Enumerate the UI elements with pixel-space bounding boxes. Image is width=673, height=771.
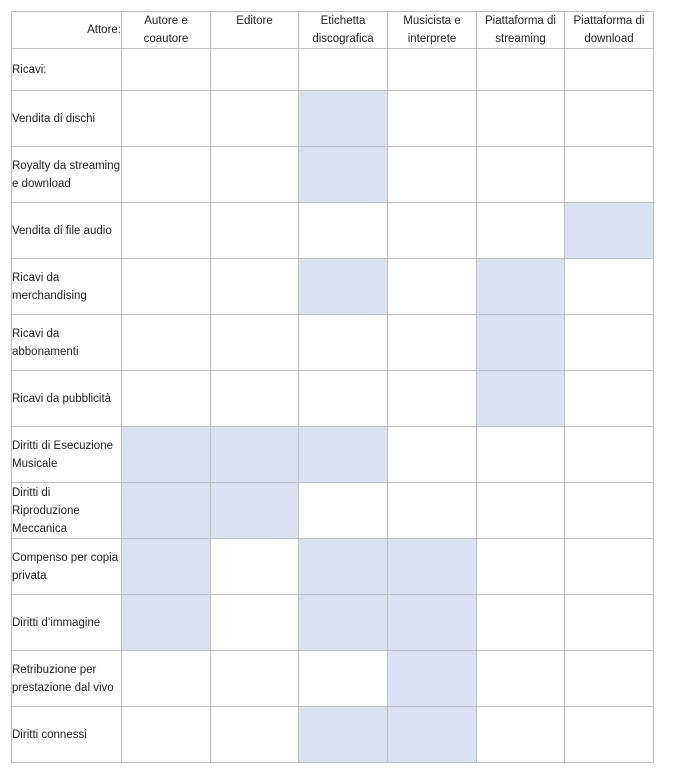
empty-cell (477, 49, 565, 91)
empty-cell (122, 49, 211, 91)
empty-cell (565, 371, 654, 427)
highlighted-cell (299, 595, 388, 651)
empty-cell (565, 147, 654, 203)
empty-cell (565, 49, 654, 91)
highlighted-cell (388, 651, 477, 707)
empty-cell (388, 49, 477, 91)
empty-cell (211, 707, 299, 763)
highlighted-cell (299, 707, 388, 763)
highlighted-cell (122, 595, 211, 651)
empty-cell (565, 91, 654, 147)
row-label: Diritti di Esecuzione Musicale (12, 427, 122, 483)
row-label: Ricavi da abbonamenti (12, 315, 122, 371)
header-row (12, 12, 654, 49)
table-row (12, 315, 654, 371)
empty-cell (477, 147, 565, 203)
highlighted-cell (211, 427, 299, 483)
table-row (12, 371, 654, 427)
highlighted-cell (211, 483, 299, 539)
empty-cell (122, 147, 211, 203)
empty-cell (211, 203, 299, 259)
empty-cell (299, 203, 388, 259)
empty-cell (122, 259, 211, 315)
empty-cell (477, 707, 565, 763)
table-row (12, 203, 654, 259)
column-header: Piattaforma di streaming (477, 12, 565, 49)
highlighted-cell (299, 147, 388, 203)
highlighted-cell (299, 427, 388, 483)
empty-cell (299, 315, 388, 371)
row-label: Diritti d’immagine (12, 595, 122, 651)
highlighted-cell (388, 539, 477, 595)
table-row (12, 427, 654, 483)
highlighted-cell (388, 595, 477, 651)
row-label: Retribuzione per prestazione dal vivo (12, 651, 122, 707)
highlighted-cell (565, 203, 654, 259)
empty-cell (122, 91, 211, 147)
highlighted-cell (299, 539, 388, 595)
empty-cell (122, 371, 211, 427)
highlighted-cell (299, 259, 388, 315)
column-header: Piattaforma di download (565, 12, 654, 49)
empty-cell (388, 427, 477, 483)
highlighted-cell (477, 371, 565, 427)
empty-cell (122, 315, 211, 371)
empty-cell (211, 371, 299, 427)
table-row (12, 49, 654, 91)
empty-cell (299, 49, 388, 91)
column-header: Autore e coautore (122, 12, 211, 49)
empty-cell (211, 91, 299, 147)
table-row (12, 91, 654, 147)
empty-cell (388, 203, 477, 259)
row-label: Ricavi da merchandising (12, 259, 122, 315)
table-row (12, 595, 654, 651)
empty-cell (211, 595, 299, 651)
empty-cell (477, 91, 565, 147)
table-body (12, 49, 654, 763)
highlighted-cell (299, 91, 388, 147)
table-row (12, 651, 654, 707)
column-header: Musicista e interprete (388, 12, 477, 49)
empty-cell (388, 483, 477, 539)
empty-cell (211, 259, 299, 315)
empty-cell (211, 315, 299, 371)
empty-cell (565, 315, 654, 371)
empty-cell (565, 707, 654, 763)
table-row (12, 707, 654, 763)
empty-cell (477, 427, 565, 483)
empty-cell (477, 483, 565, 539)
column-header: Etichetta discografica (299, 12, 388, 49)
empty-cell (388, 371, 477, 427)
empty-cell (122, 707, 211, 763)
corner-label: Attore: (12, 12, 122, 49)
empty-cell (565, 595, 654, 651)
highlighted-cell (122, 427, 211, 483)
empty-cell (565, 427, 654, 483)
table-row (12, 259, 654, 315)
row-label: Diritti di Riproduzione Meccanica (12, 483, 122, 539)
empty-cell (299, 371, 388, 427)
row-label: Diritti connessi (12, 707, 122, 763)
empty-cell (565, 483, 654, 539)
empty-cell (299, 651, 388, 707)
row-label: Vendita di dischi (12, 91, 122, 147)
empty-cell (477, 203, 565, 259)
empty-cell (477, 651, 565, 707)
highlighted-cell (122, 483, 211, 539)
empty-cell (211, 49, 299, 91)
empty-cell (565, 651, 654, 707)
empty-cell (477, 595, 565, 651)
column-header: Editore (211, 12, 299, 49)
highlighted-cell (122, 539, 211, 595)
empty-cell (388, 315, 477, 371)
empty-cell (299, 483, 388, 539)
actor-revenue-table (11, 11, 654, 763)
empty-cell (122, 651, 211, 707)
table-row (12, 147, 654, 203)
table-row (12, 483, 654, 539)
empty-cell (477, 539, 565, 595)
empty-cell (388, 147, 477, 203)
table-row (12, 539, 654, 595)
empty-cell (388, 259, 477, 315)
row-label: Vendita di file audio (12, 203, 122, 259)
row-label: Compenso per copia privata (12, 539, 122, 595)
empty-cell (565, 259, 654, 315)
empty-cell (211, 651, 299, 707)
highlighted-cell (388, 707, 477, 763)
empty-cell (211, 539, 299, 595)
row-label: Ricavi: (12, 49, 122, 91)
empty-cell (565, 539, 654, 595)
highlighted-cell (477, 315, 565, 371)
empty-cell (211, 147, 299, 203)
row-label: Ricavi da pubblicità (12, 371, 122, 427)
row-label: Royalty da streaming e download (12, 147, 122, 203)
empty-cell (388, 91, 477, 147)
highlighted-cell (477, 259, 565, 315)
empty-cell (122, 203, 211, 259)
